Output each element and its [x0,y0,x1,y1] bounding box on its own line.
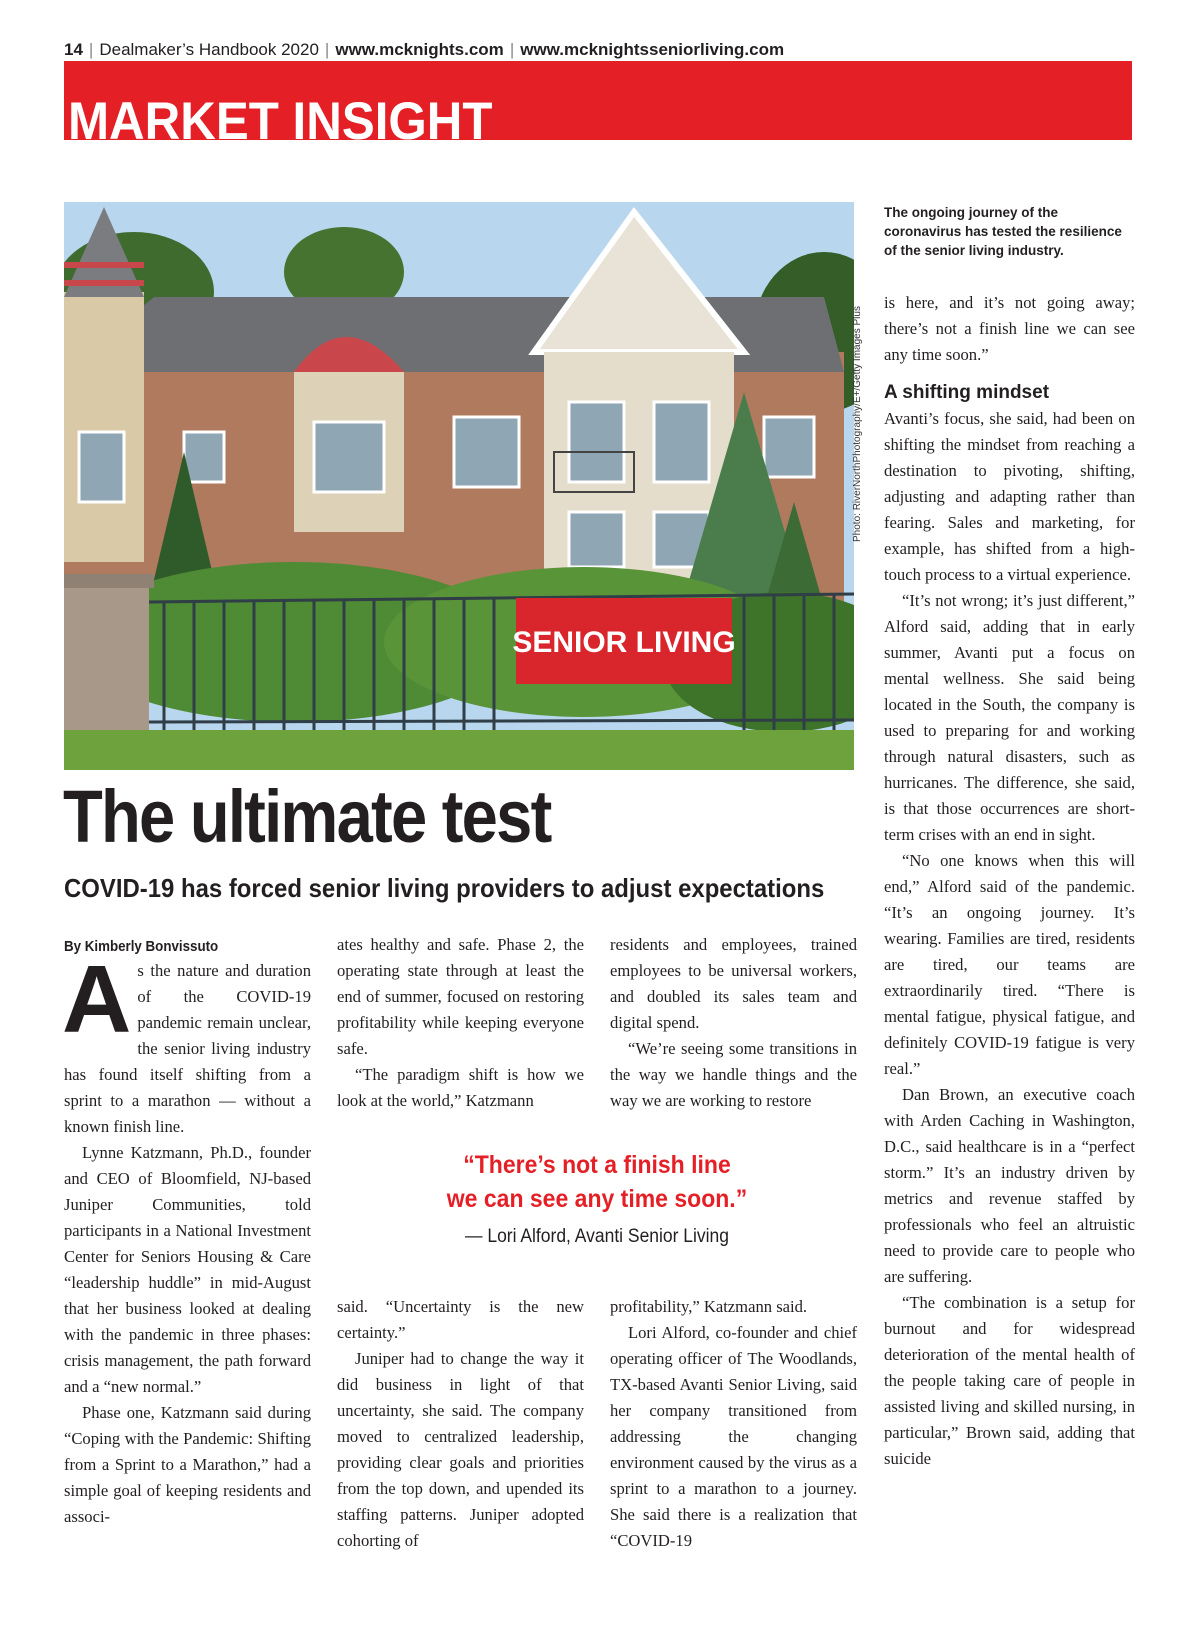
body-column-4 [884,290,1135,1472]
body-paragraph: Juniper had to change the way it did business in light of that uncertainty, she said. The company moved to centralized leadership, providing clear goals and priorities from the top down, and upended its staffing patterns. Juniper adopted cohorting of [337,1349,584,1550]
body-paragraph: residents and employees, trained employees to be universal workers, and doubled its sales team and digital spend. [610,935,857,1032]
body-paragraph: As the nature and duration of the COVID-19 pandemic remain unclear, the senior living industry has found itself shifting from a sprint to a marathon — without a known finish line. [62,946,311,1136]
body-paragraph: “The paradigm shift is how we look at the world,” Katzmann [337,1065,584,1110]
body-paragraph: Phase one, Katzmann said during “Coping with the Pandemic: Shifting from a Sprint to a Marathon,” had a simple goal of keeping residents and associ- [64,1403,311,1526]
subhead: A shifting mindset [884,382,1050,403]
pull-quote-text: “There’s not a finish line we can see any time soon.” [446,1151,748,1213]
pull-quote-attribution: — Lori Alford, Avanti Senior Living [465,1226,729,1247]
page-number: 14 [64,40,83,59]
body-paragraph: Avanti’s focus, she said, had been on shifting the mindset from reaching a destination to pivoting, shifting, adjusting and adapting rather than fearing. Sales and marketing, for example, has shifted from a high-touch process to a virtual experience. [884,409,1135,584]
website-link-mcknights[interactable]: www.mcknights.com [335,40,504,59]
article-deck: COVID-19 has forced senior living providers to adjust expectations [64,873,825,903]
body-paragraph: Lynne Katzmann, Ph.D., founder and CEO of Bloomfield, NJ-based Juniper Communities, told participants in a National Investment Center for Seniors Housing & Care “leadership huddle” in mid-August that her business looked at dealing with the pandemic in three phases: crisis management, the path forward and a “new normal.” [64,1143,311,1396]
body-column-3-bottom [610,1294,857,1554]
body-paragraph: is here, and it’s not going away; there’s not a finish line we can see any time soon.” [884,293,1135,364]
section-label: MARKET INSIGHT [68,92,493,140]
publication-name: Dealmaker’s Handbook 2020 [99,40,319,59]
page-folio: 14 | Dealmaker’s Handbook 2020 | www.mcknights.com | www.mcknightsseniorliving.com [64,40,785,59]
body-paragraph: ates healthy and safe. Phase 2, the operating state through at least the end of summer, focused on restoring profitability while keeping everyone safe. [337,935,584,1058]
body-paragraph: “The combination is a setup for burnout and for widespread deterioration of the mental health of the people taking care of people in assisted living and skilled nursing, in particular,” Brown said, adding that suicide [884,1293,1135,1468]
body-paragraph: “No one knows when this will end,” Alford said of the pandemic. “It’s an ongoing journey. It’s wearing. Families are tired, residents are tired, our teams are extraordinarily tired. “There is mental fatigue, physical fatigue, and definitely COVID-19 fatigue is very real.” [884,851,1135,1078]
article-byline: By Kimberly Bonvissuto [64,939,219,955]
body-column-2-top [337,932,584,1114]
photo-credit: Photo: RiverNorthPhotography/E+/Getty Images Plus [852,306,863,542]
body-paragraph: said. “Uncertainty is the new certainty.” [337,1297,584,1342]
body-column-2-bottom [337,1294,584,1554]
article-headline: The ultimate test [63,775,551,858]
article-photo [64,202,854,770]
website-link-senior-living[interactable]: www.mcknightsseniorliving.com [520,40,785,59]
body-column-3-top [610,932,857,1114]
body-paragraph: Dan Brown, an executive coach with Arden Caching in Washington, D.C., said healthcare is in a “perfect storm.” It’s an industry driven by metrics and revenue staffed by professionals who feel an altruistic need to provide care to people who are suffering. [884,1085,1135,1286]
drop-cap: A [62,946,132,1053]
banner-text: SENIOR LIVING [512,626,736,659]
body-paragraph: “We’re seeing some transitions in the way we handle things and the way we are working to restore [610,1039,857,1110]
photo-caption: The ongoing journey of the coronavirus has tested the resilience of the senior living industry. [884,205,1122,258]
section-banner [64,61,1132,140]
body-paragraph: Lori Alford, co-founder and chief operating officer of The Woodlands, TX-based Avanti Senior Living, said her company transitioned from addressing the changing environment caused by the virus as a sprint to a marathon to a journey. She said there is a realization that “COVID-19 [610,1323,857,1550]
body-paragraph: “It’s not wrong; it’s just different,” Alford said, adding that in early summer, Avanti put a focus on mental wellness. She said being located in the South, the company is used to preparing for and working through natural disasters, such as hurricanes. The difference, she said, is that those occurrences are short-term crises with an end in sight. [884,591,1135,844]
body-paragraph: profitability,” Katzmann said. [610,1297,808,1316]
pull-quote [337,1148,857,1248]
